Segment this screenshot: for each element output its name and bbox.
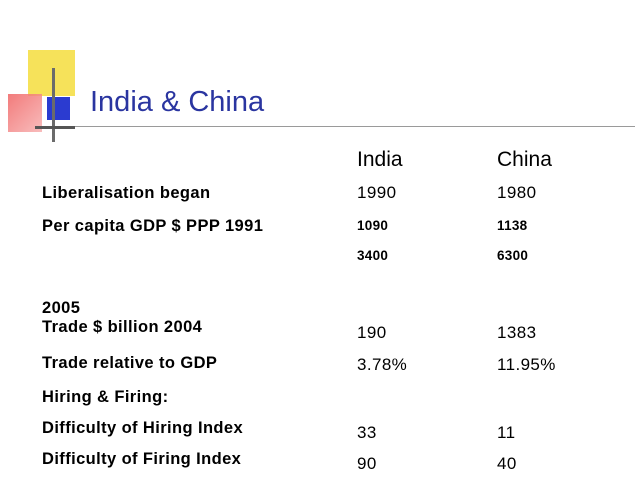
value-china-trade-gdp: 11.95% xyxy=(497,355,556,374)
row-label-trade: Trade $ billion 2004 xyxy=(42,318,203,336)
value-china-liberalisation: 1980 xyxy=(497,183,537,202)
value-china-hiring-index: 11 xyxy=(497,423,516,442)
column-header-india: India xyxy=(357,148,403,171)
title-underline xyxy=(35,126,635,127)
value-india-hiring-index: 33 xyxy=(357,423,377,442)
value-india-firing-index: 90 xyxy=(357,454,377,473)
value-china-gdp-1991: 1138 xyxy=(497,218,528,233)
value-china-gdp-2005: 6300 xyxy=(497,248,529,263)
row-label-gdp-1991: Per capita GDP $ PPP 1991 xyxy=(42,217,264,235)
slide-title: India & China xyxy=(90,86,265,118)
row-label-trade-gdp: Trade relative to GDP xyxy=(42,354,218,372)
row-label-liberalisation: Liberalisation began xyxy=(42,184,211,202)
column-header-china: China xyxy=(497,148,552,171)
row-label-hiring-firing: Hiring & Firing: xyxy=(42,388,169,406)
row-label-firing-index: Difficulty of Firing Index xyxy=(42,450,242,468)
decorative-dark-line xyxy=(35,126,75,129)
decorative-blue-square xyxy=(47,97,70,120)
value-china-firing-index: 40 xyxy=(497,454,517,473)
value-india-trade: 190 xyxy=(357,323,387,342)
row-label-hiring-index: Difficulty of Hiring Index xyxy=(42,419,244,437)
value-india-liberalisation: 1990 xyxy=(357,183,397,202)
value-india-trade-gdp: 3.78% xyxy=(357,355,408,374)
value-china-trade: 1383 xyxy=(497,323,537,342)
value-india-gdp-1991: 1090 xyxy=(357,218,389,233)
value-india-gdp-2005: 3400 xyxy=(357,248,389,263)
row-label-2005: 2005 xyxy=(42,299,81,317)
decorative-vertical-line xyxy=(52,68,55,142)
